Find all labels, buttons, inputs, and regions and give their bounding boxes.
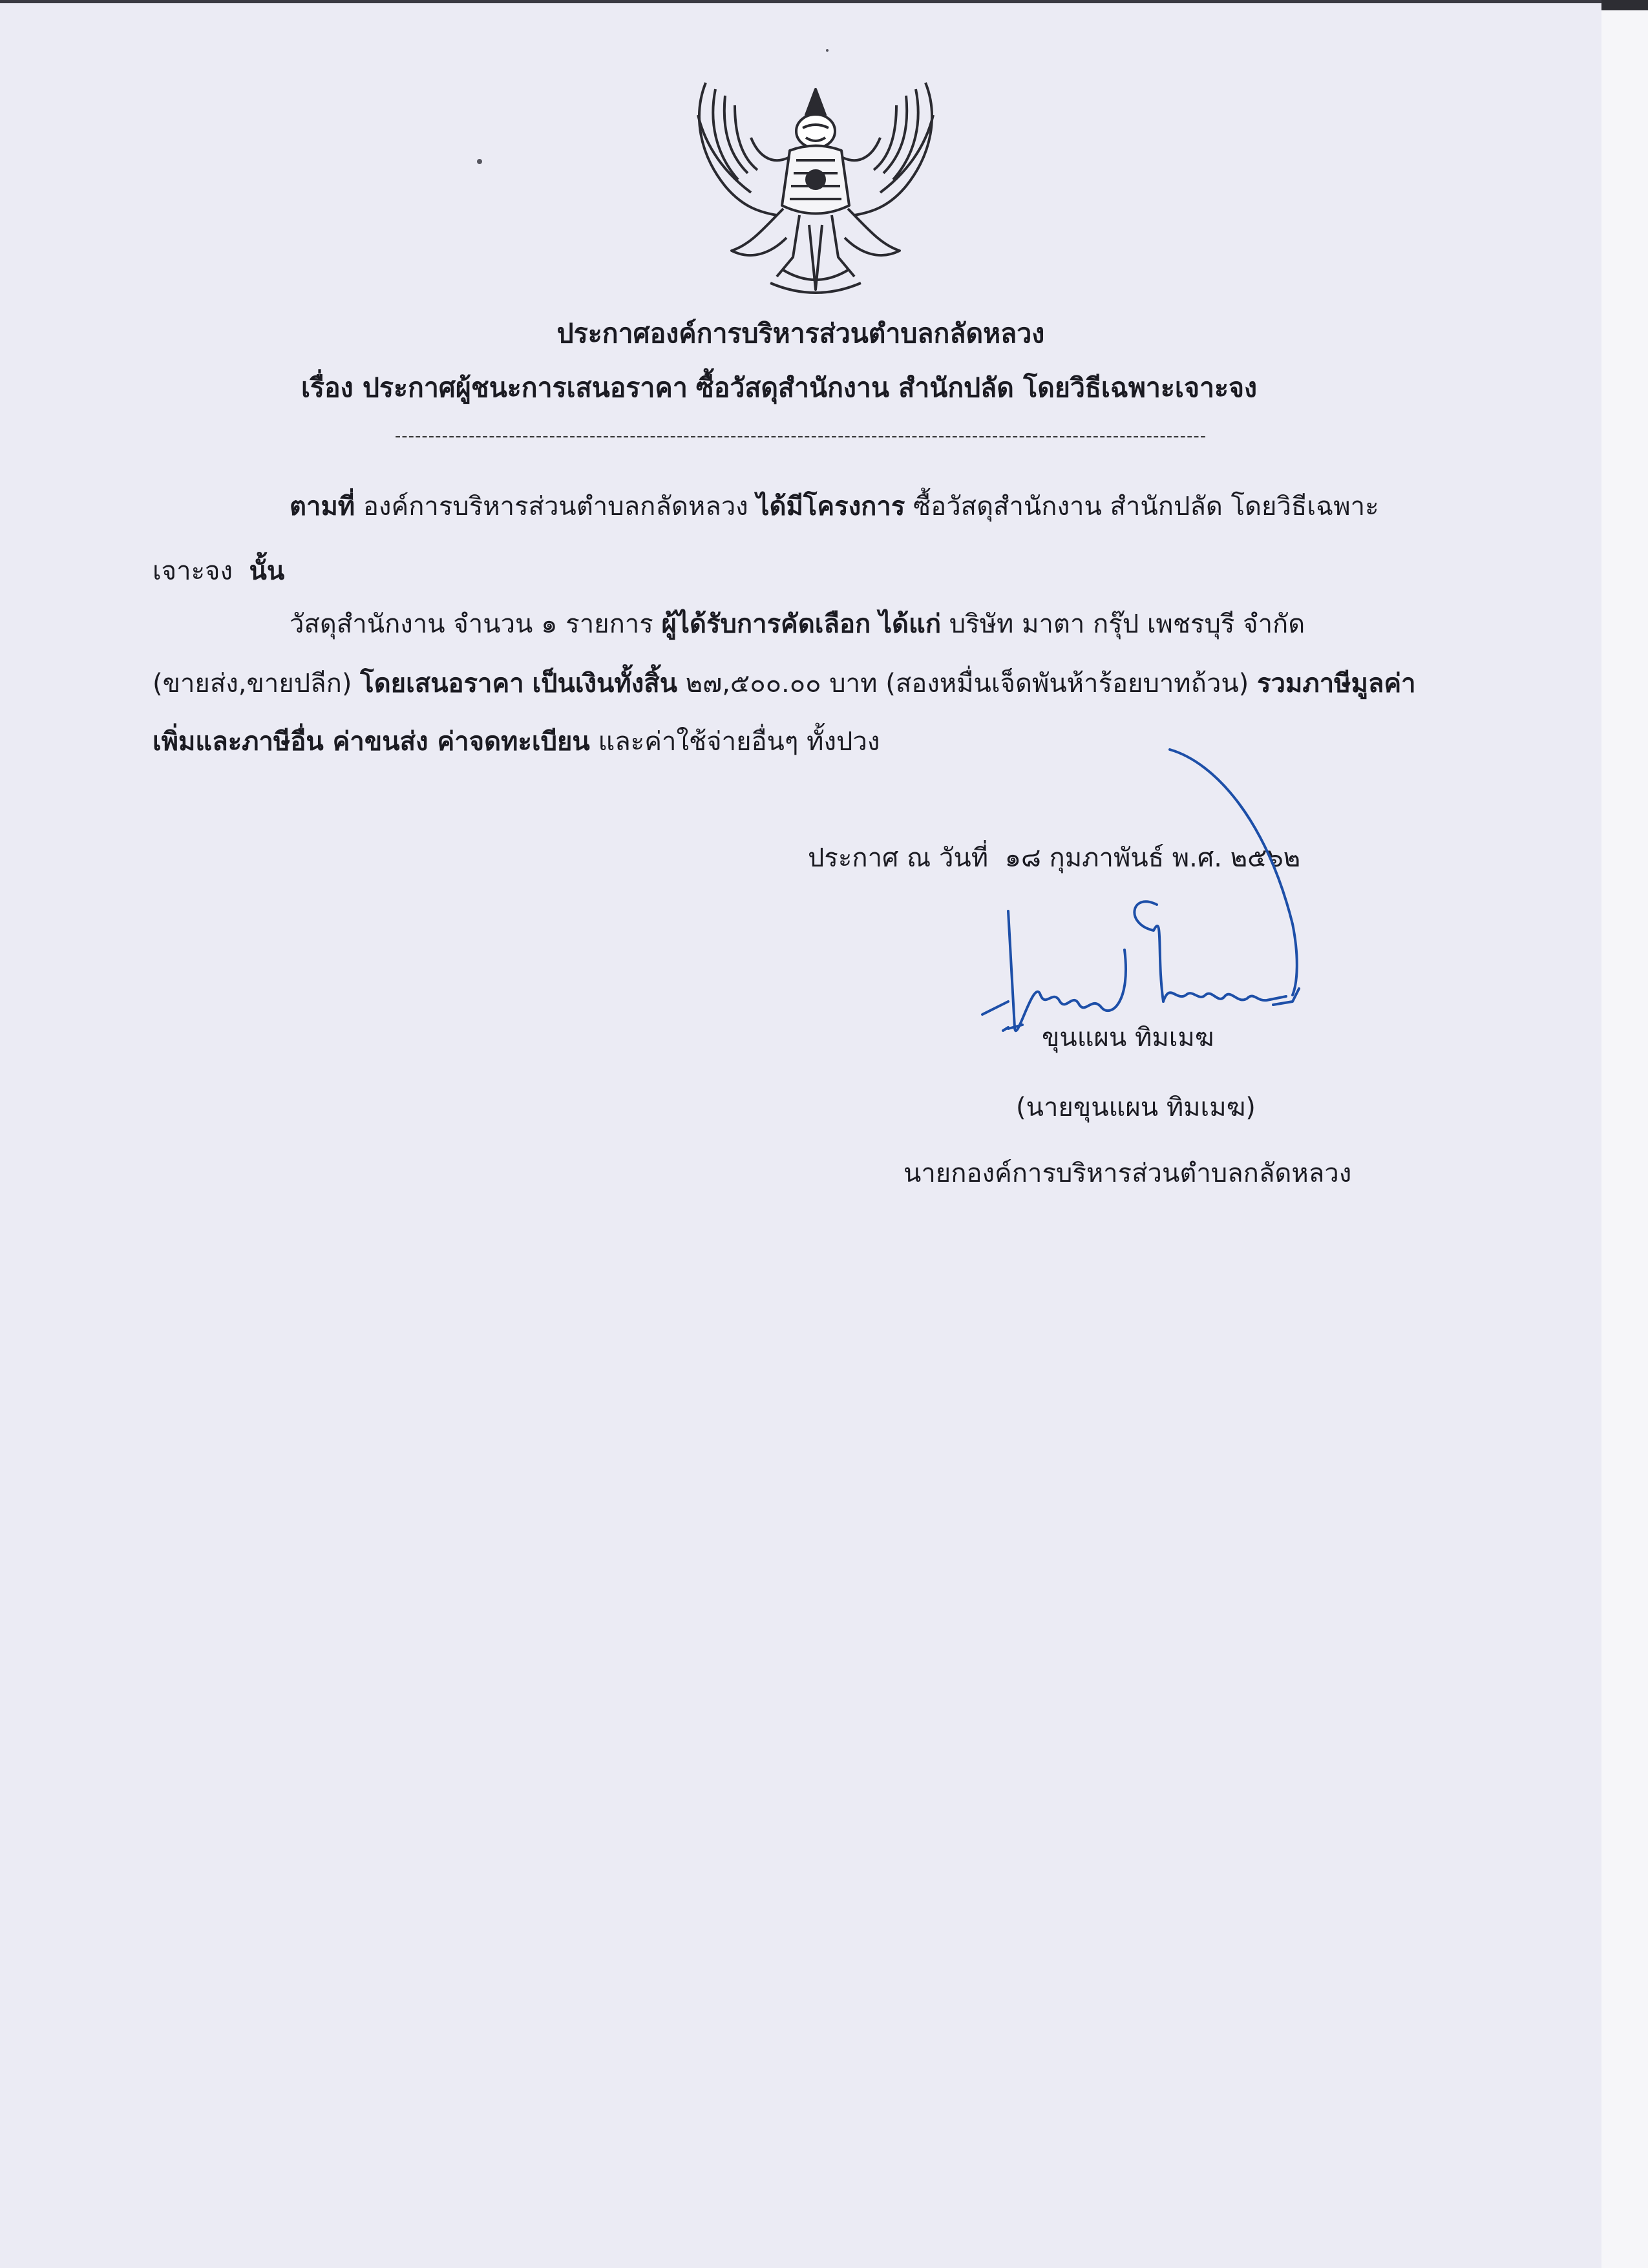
date-value: ๑๘ กุมภาพันธ์ พ.ศ. ๒๕๖๒ (1004, 843, 1301, 873)
text-bold: รวมภาษีมูลค่า (1257, 669, 1416, 698)
text-bold: เพิ่มและภาษีอื่น ค่าขนส่ง ค่าจดทะเบียน (153, 727, 590, 757)
signatory-full-name: (นายขุนแผน ทิมเมฆ) (1016, 1093, 1256, 1122)
text: องค์การบริหารส่วนตำบลกลัดหลวง (363, 492, 748, 521)
scan-edge (1601, 0, 1648, 2268)
text-bold: โดยเสนอราคา (360, 669, 524, 698)
text-bold: เป็นเงินทั้งสิ้น (532, 669, 678, 698)
scan-corner (1601, 0, 1648, 10)
paragraph-2-line-2 (153, 666, 1416, 702)
paragraph-1-line-2 (153, 553, 284, 589)
scan-speck (477, 159, 482, 164)
text-bold: ตามที่ (290, 492, 355, 521)
handwritten-signature-icon (969, 743, 1318, 1047)
text: ทั้งปวง (807, 727, 880, 757)
text: วัสดุสำนักงาน จำนวน ๑ รายการ (290, 609, 653, 639)
text: เจาะจง (153, 556, 233, 586)
text-bold: นั้น (249, 556, 285, 586)
text-bold: ได้แก่ (878, 609, 942, 639)
text: บริษัท มาตา กรุ๊ป เพชรบุรี จำกัด (949, 609, 1305, 639)
scan-speck (826, 49, 829, 52)
garuda-emblem-icon (680, 76, 951, 310)
text-bold: ได้มีโครงการ (756, 492, 905, 521)
text-bold: ผู้ได้รับการคัดเลือก (661, 609, 871, 639)
text: (ขายส่ง,ขายปลีก) (153, 669, 352, 698)
subject-text: ซื้อวัสดุสำนักงาน สำนักปลัด โดยวิธีเฉพาะเจาะจง (695, 372, 1258, 403)
paragraph-1-line-1 (290, 488, 1379, 525)
date-prefix: ประกาศ ณ วันที่ (808, 843, 989, 873)
text: และค่าใช้จ่ายอื่นๆ (598, 727, 799, 757)
text: ๒๗,๕๐๐.๐๐ บาท (สองหมื่นเจ็ดพันห้าร้อยบาทถ้วน) (685, 669, 1249, 698)
subject-line (301, 370, 1257, 406)
scan-top-border (0, 0, 1601, 3)
signatory-name: ขุนแผน ทิมเมฆ (1042, 1023, 1214, 1053)
paragraph-2-line-1 (290, 606, 1305, 642)
text: ซื้อวัสดุสำนักงาน สำนักปลัด โดยวิธีเฉพาะ (913, 492, 1379, 521)
separator-line: ------------------------------------------------------------------------------------------------------------------------- (394, 426, 1207, 446)
subject-label: เรื่อง ประกาศผู้ชนะการเสนอราคา (301, 372, 688, 403)
paragraph-2-line-3 (153, 724, 880, 760)
document-heading: ประกาศองค์การบริหารส่วนตำบลกลัดหลวง (556, 318, 1045, 349)
signatory-position: นายกองค์การบริหารส่วนตำบลกลัดหลวง (903, 1159, 1352, 1188)
